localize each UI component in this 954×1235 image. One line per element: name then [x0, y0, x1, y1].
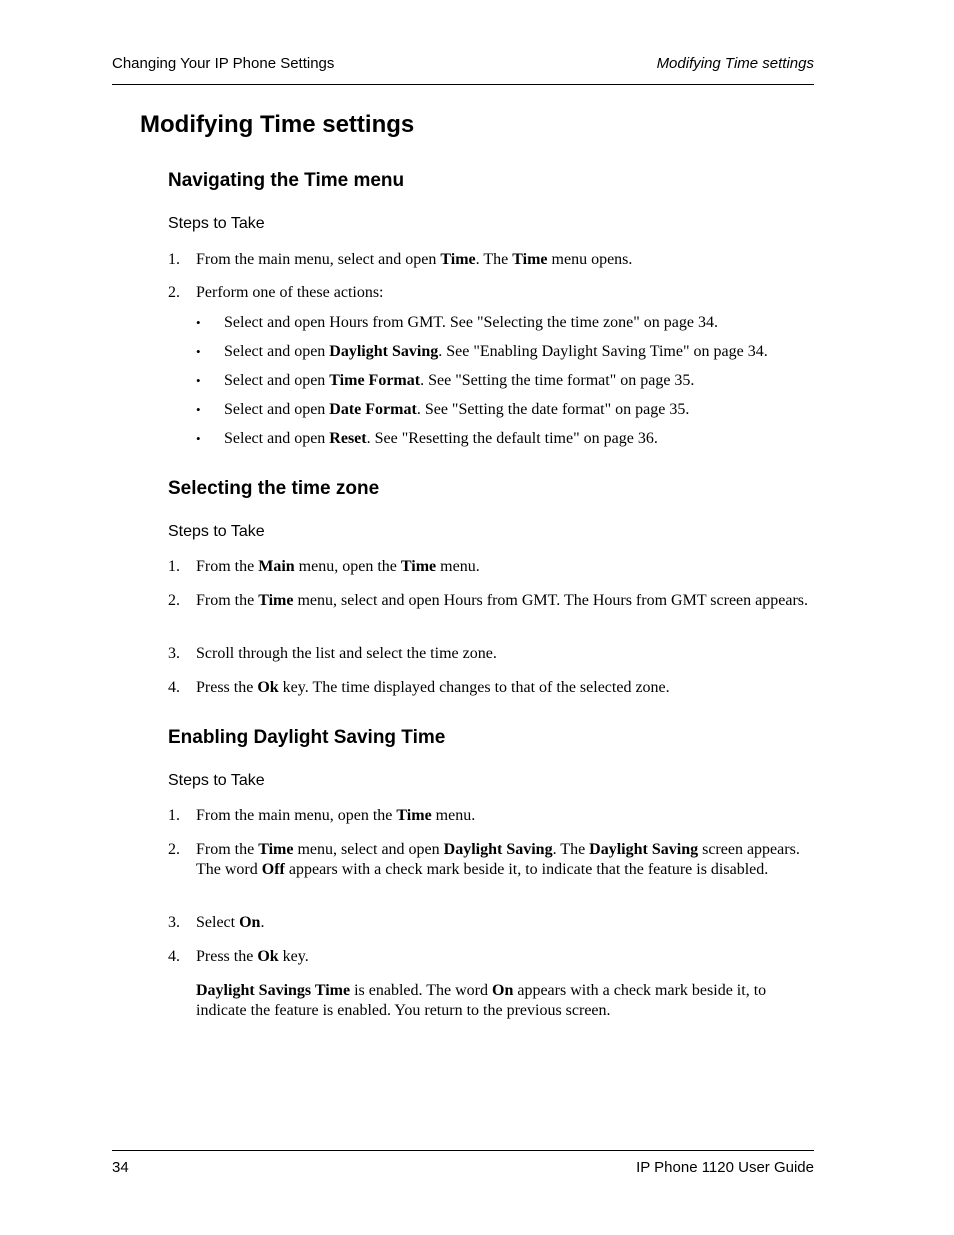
step-number: 4. [168, 948, 180, 965]
list-item [168, 644, 814, 664]
step-text: Scroll through the list and select the time zone. [196, 645, 497, 662]
page-title: Modifying Time settings [140, 111, 415, 138]
bullet-item [196, 429, 814, 449]
header-chapter-title: Changing Your IP Phone Settings [112, 55, 335, 72]
steps-label: Steps to Take [168, 772, 265, 789]
steps-label: Steps to Take [168, 215, 265, 232]
list-item [168, 557, 814, 577]
bullet-item [196, 313, 814, 333]
bullet-text: Select and open Time Format. See "Setting the time format" on page 35. [224, 372, 695, 389]
header-rule [112, 84, 814, 85]
heading-enabling-daylight-saving: Enabling Daylight Saving Time [168, 727, 446, 748]
step-text: Select On. [196, 914, 265, 931]
heading-navigating-time-menu: Navigating the Time menu [168, 170, 405, 191]
list-item [168, 947, 814, 967]
bullet-item [196, 371, 814, 391]
list-item [168, 913, 814, 933]
step-text: From the Main menu, open the Time menu. [196, 558, 480, 575]
bullet-icon: • [196, 431, 201, 446]
step-number: 3. [168, 914, 180, 931]
bullet-text: Select and open Hours from GMT. See "Selecting the time zone" on page 34. [224, 314, 718, 331]
bullet-icon: • [196, 344, 201, 359]
list-item [168, 840, 814, 879]
list-item [168, 806, 814, 826]
step-text: Press the Ok key. [196, 948, 309, 965]
bullet-text: Select and open Reset. See "Resetting the default time" on page 36. [224, 430, 658, 447]
step-number: 4. [168, 679, 180, 696]
list-item [168, 250, 814, 270]
bullet-text: Select and open Daylight Saving. See "Enabling Daylight Saving Time" on page 34. [224, 343, 768, 360]
step-number: 2. [168, 841, 180, 858]
step-number: 1. [168, 251, 180, 268]
bullet-icon: • [196, 315, 201, 330]
bullet-icon: • [196, 402, 201, 417]
step-text: Press the Ok key. The time displayed changes to that of the selected zone. [196, 679, 670, 696]
step-number: 3. [168, 645, 180, 662]
step-text: From the main menu, select and open Time. The Time menu opens. [196, 251, 633, 268]
result-paragraph: Daylight Savings Time is enabled. The word On appears with a check mark beside it, to indicate the feature is enabled. You return to the previous screen. [196, 982, 767, 1019]
list-item [168, 283, 814, 303]
step-text: From the Time menu, select and open Daylight Saving. The Daylight Saving screen appears. The word Off appears with a check mark beside it, to indicate that the feature is disabled. [196, 841, 800, 878]
step-text: From the Time menu, select and open Hours from GMT. The Hours from GMT screen appears. [196, 592, 809, 609]
list-item [168, 591, 814, 611]
step-number: 1. [168, 807, 180, 824]
footer-guide-title: IP Phone 1120 User Guide [636, 1159, 814, 1176]
step-number: 2. [168, 592, 180, 609]
page-number: 34 [112, 1159, 129, 1176]
list-item [168, 678, 814, 698]
steps-label: Steps to Take [168, 523, 265, 540]
bullet-icon: • [196, 373, 201, 388]
footer-rule [112, 1150, 814, 1151]
heading-selecting-time-zone: Selecting the time zone [168, 478, 380, 499]
step-text: Perform one of these actions: [196, 284, 384, 301]
header-section-title: Modifying Time settings [656, 55, 814, 72]
step-number: 2. [168, 284, 180, 301]
step-text: From the main menu, open the Time menu. [196, 807, 476, 824]
bullet-text: Select and open Date Format. See "Setting the date format" on page 35. [224, 401, 690, 418]
bullet-item [196, 342, 814, 362]
bullet-item [196, 400, 814, 420]
step-number: 1. [168, 558, 180, 575]
